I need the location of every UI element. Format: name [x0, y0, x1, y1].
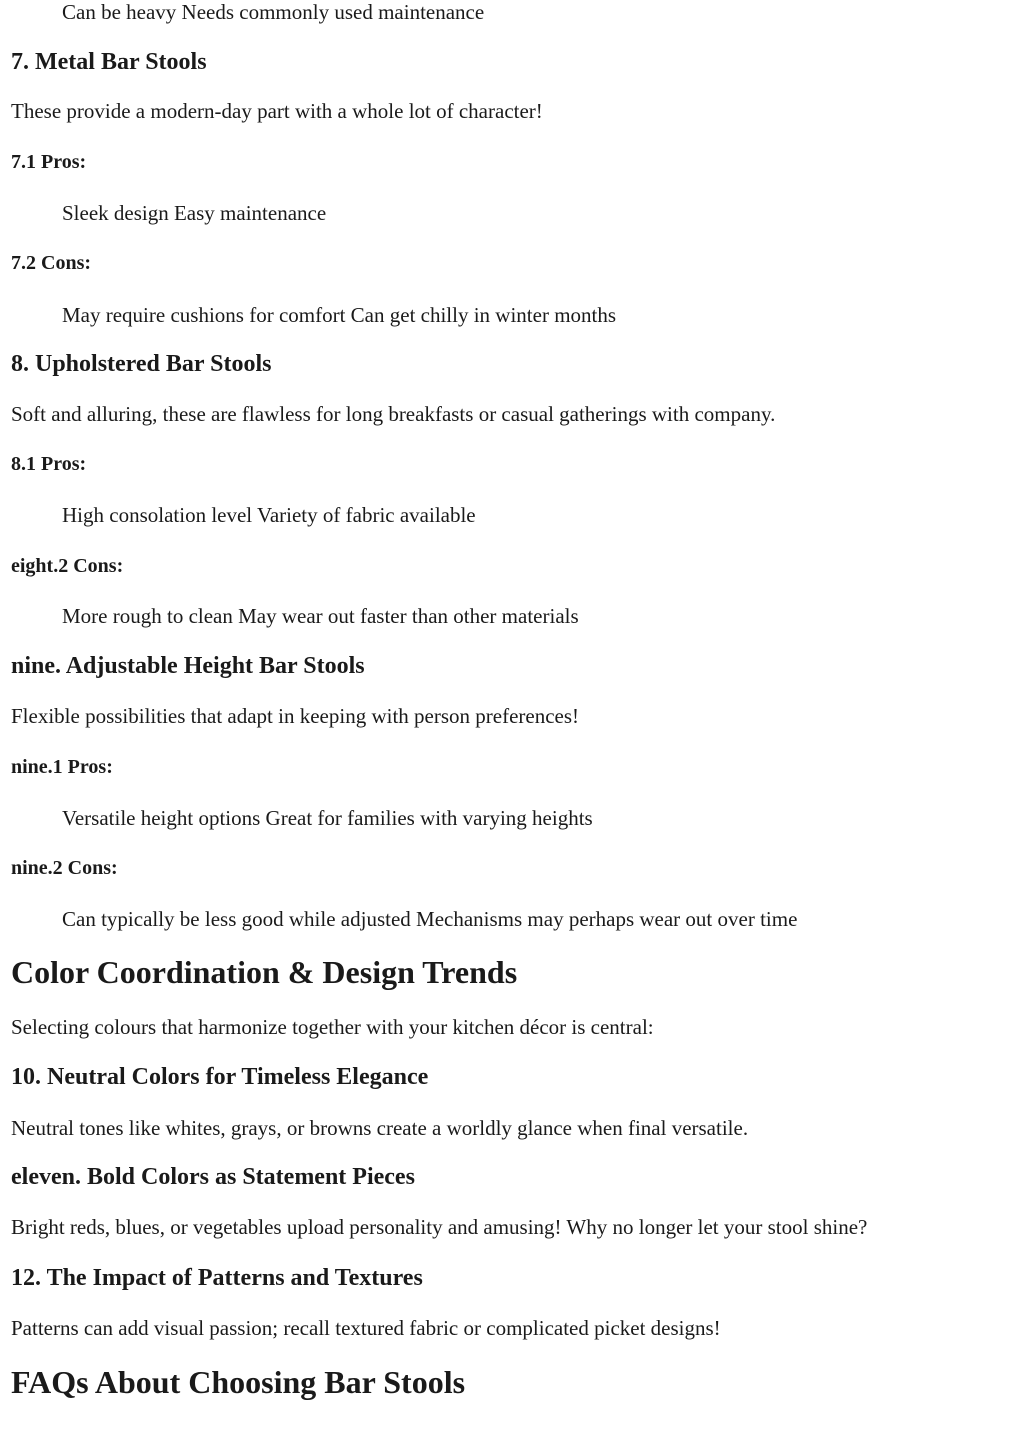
cons-heading-metal: 7.2 Cons: [11, 252, 92, 274]
section-heading-metal-bar-stools: 7. Metal Bar Stools [11, 49, 207, 75]
text-patterns-textures: Patterns can add visual passion; recall textured fabric or complicated picket designs! [11, 1316, 721, 1340]
pros-list-item-upholstered: High consolation level Variety of fabric available [62, 503, 476, 527]
text-neutral-colors: Neutral tones like whites, grays, or browns create a worldly glance when final versatile. [11, 1116, 749, 1140]
section-heading-color-coordination: Color Coordination & Design Trends [11, 954, 518, 990]
pros-heading-upholstered: 8.1 Pros: [11, 453, 87, 475]
cons-heading-adjustable: nine.2 Cons: [11, 857, 118, 879]
section-heading-adjustable-bar-stools: nine. Adjustable Height Bar Stools [11, 653, 365, 679]
section-intro-metal: These provide a modern-day part with a whole lot of character! [11, 99, 543, 123]
section-intro-adjustable: Flexible possibilities that adapt in keeping with person preferences! [11, 704, 580, 728]
cons-list-item-metal: May require cushions for comfort Can get chilly in winter months [62, 303, 617, 327]
section-heading-upholstered-bar-stools: 8. Upholstered Bar Stools [11, 351, 272, 377]
text-bold-colors: Bright reds, blues, or vegetables upload personality and amusing! Why no longer let your stool shine? [11, 1215, 868, 1239]
pros-heading-metal: 7.1 Pros: [11, 151, 87, 173]
pros-heading-adjustable: nine.1 Pros: [11, 756, 113, 778]
heading-bold-colors: eleven. Bold Colors as Statement Pieces [11, 1164, 415, 1190]
color-intro: Selecting colours that harmonize together with your kitchen décor is central: [11, 1015, 654, 1039]
heading-neutral-colors: 10. Neutral Colors for Timeless Elegance [11, 1064, 429, 1090]
cons-list-item-adjustable: Can typically be less good while adjusted Mechanisms may perhaps wear out over time [62, 907, 798, 931]
s6-cons-list-item: Can be heavy Needs commonly used maintenance [62, 0, 485, 24]
section-intro-upholstered: Soft and alluring, these are flawless for long breakfasts or casual gatherings with company. [11, 402, 776, 426]
pros-list-item-adjustable: Versatile height options Great for families with varying heights [62, 806, 593, 830]
heading-patterns-textures: 12. The Impact of Patterns and Textures [11, 1265, 423, 1291]
cons-list-item-upholstered: More rough to clean May wear out faster than other materials [62, 604, 579, 628]
pros-list-item-metal: Sleek design Easy maintenance [62, 201, 327, 225]
cons-heading-upholstered: eight.2 Cons: [11, 555, 124, 577]
section-heading-faqs: FAQs About Choosing Bar Stools [11, 1364, 466, 1400]
